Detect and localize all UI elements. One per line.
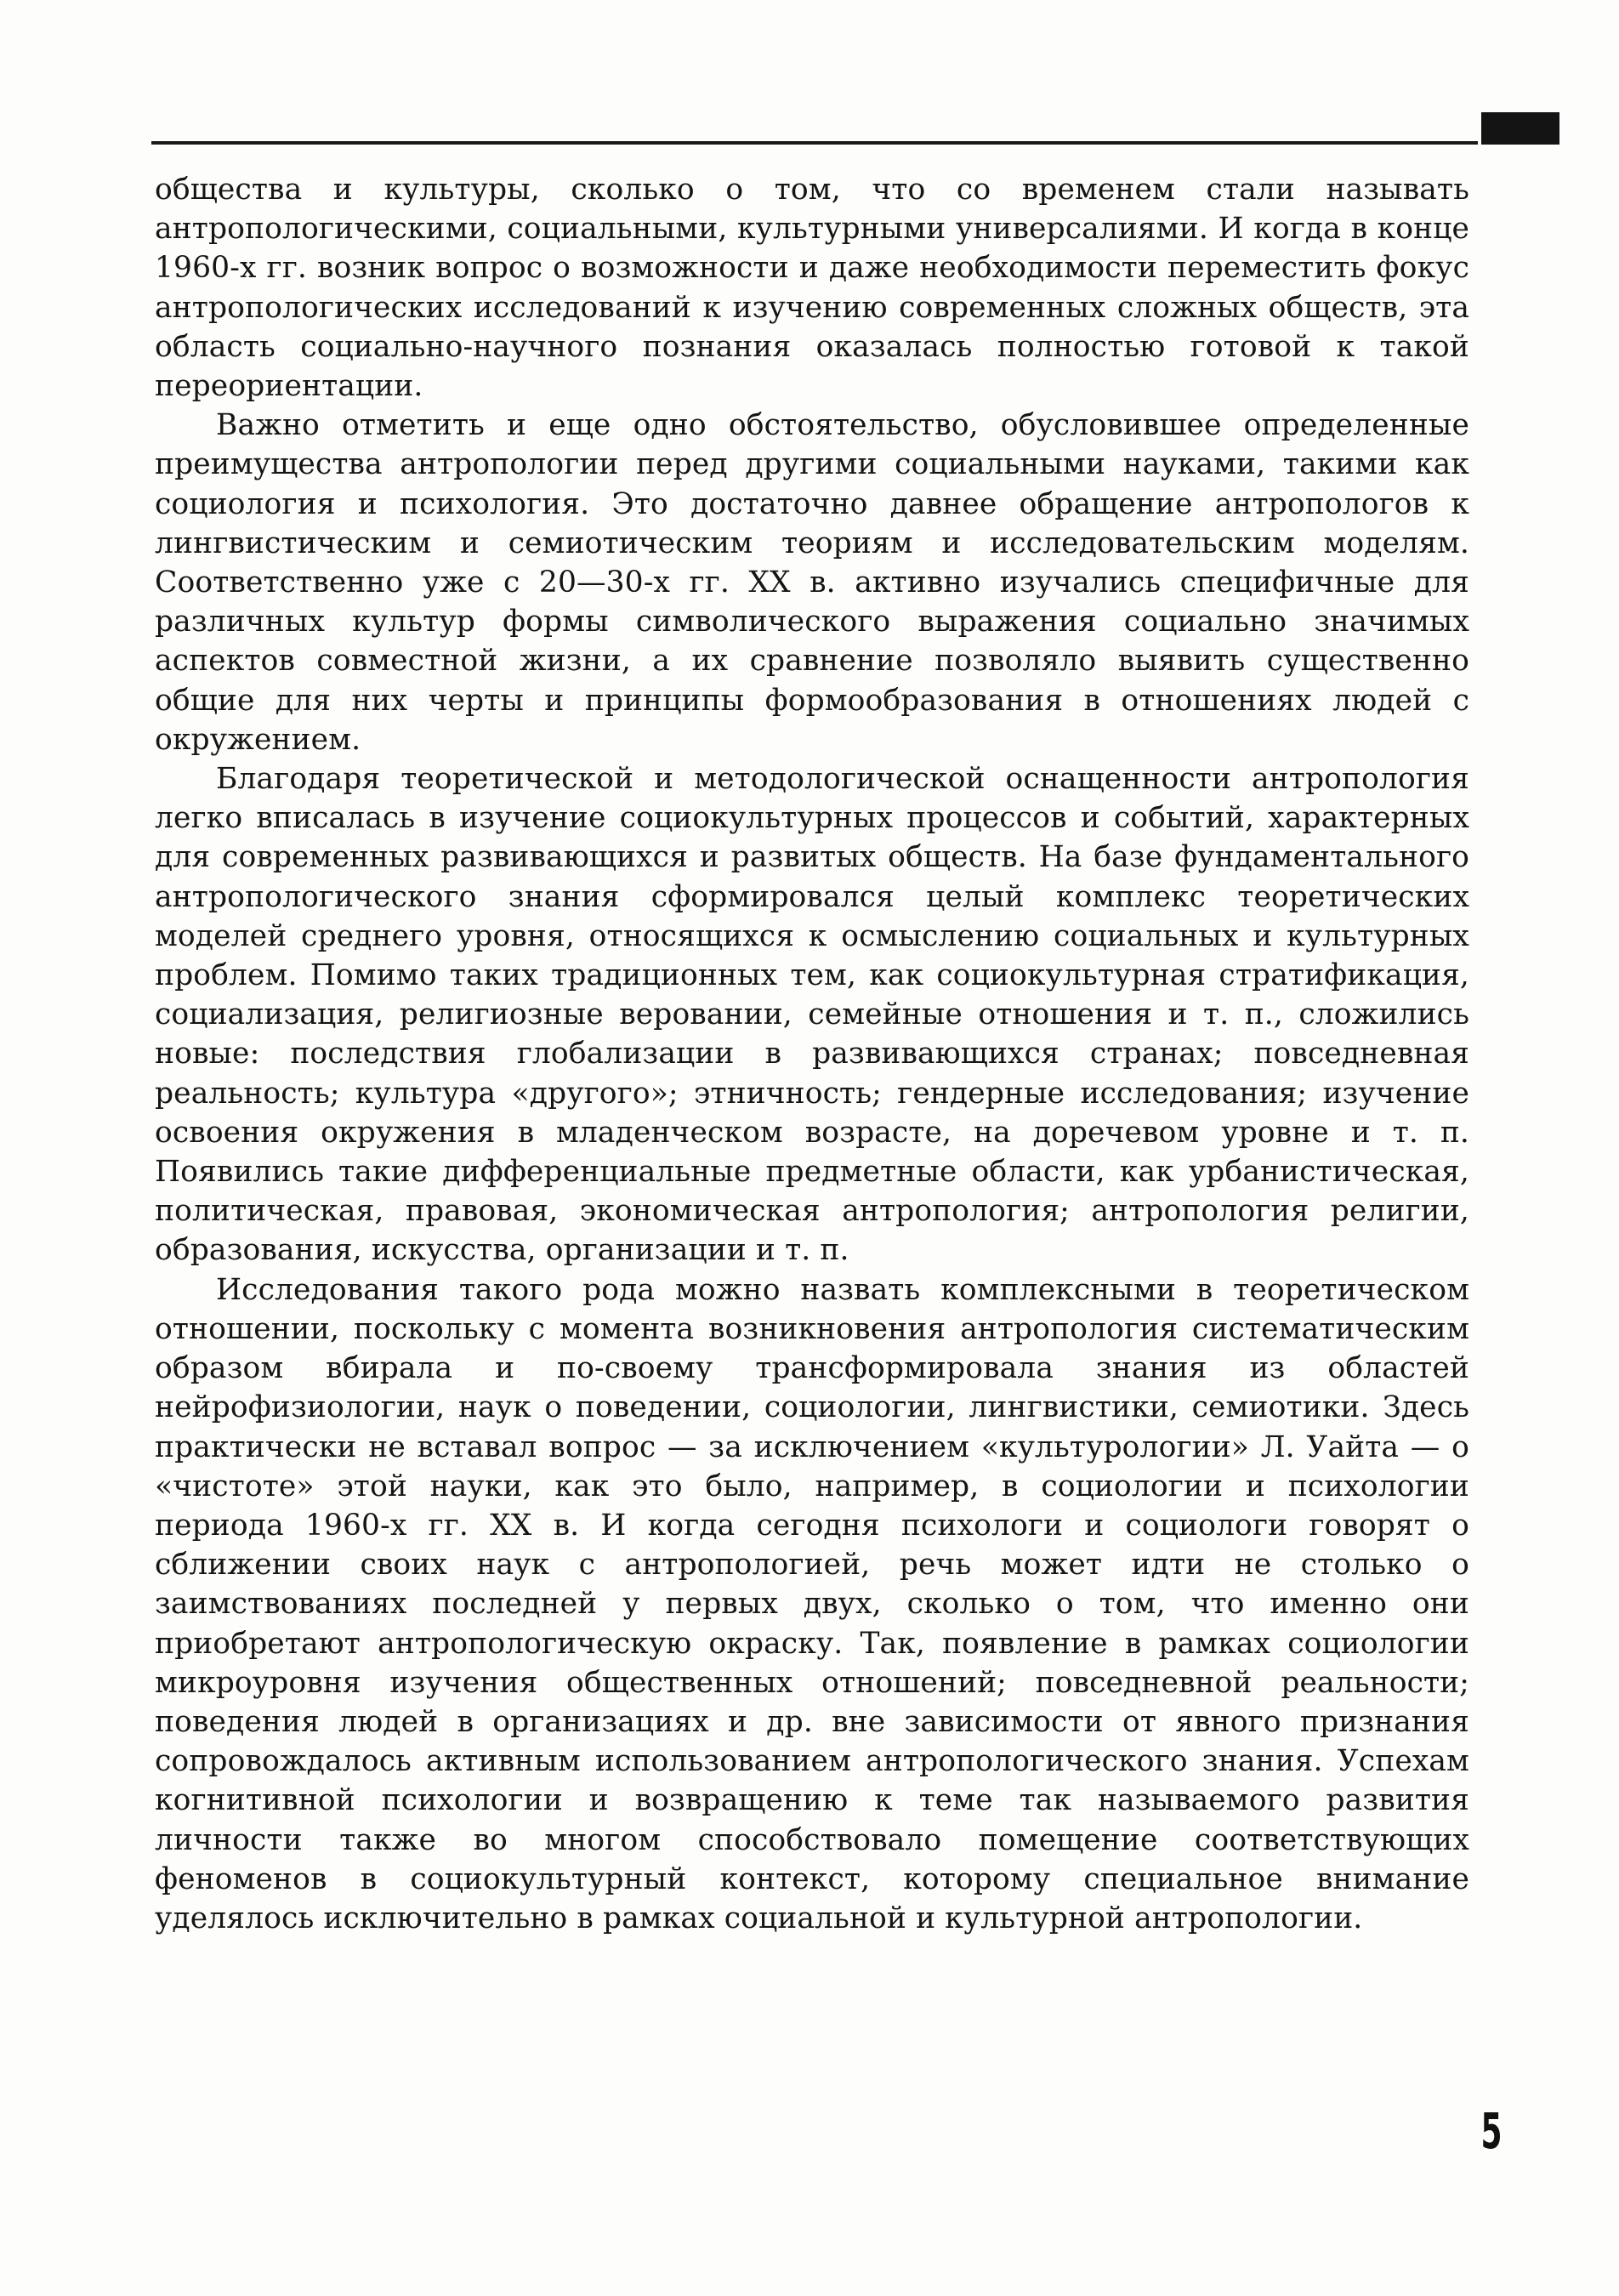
chapter-tab-marker (1481, 112, 1559, 145)
body-text (155, 170, 1469, 1938)
paragraph-3: Благодаря теоретической и методологической оснащенности антропология легко вписалась в изучение социокультурных процессов и событий, характерных для современных развивающихся и развитых обществ. На базе фундаментального антропологического знания сформировался целый комплекс теоретических моделей среднего уровня, относящихся к осмыслению социальных и культурных проблем. Помимо таких традиционных тем, как социокультурная стратификация, социализация, религиозные веровании, семейные отношения и т. п., сложились новые: последствия глобализации в развивающихся странах; повседневная реальность; культура «другого»; этничность; гендерные исследования; изучение освоения окружения в младенческом возрасте, на доречевом уровне и т. п. Появились такие дифференциальные предметные области, как урбанистическая, политическая, правовая, экономическая антропология; антропология религии, образования, искусства, организации и т. п. (155, 762, 1469, 1268)
header-rule (151, 141, 1478, 145)
paragraph-2: Важно отметить и еще одно обстоятельство, обусловившее определенные преимущества антропологии перед другими социальными науками, такими как социология и психология. Это достаточно давнее обращение антропологов к лингвистическим и семиотическим теориям и исследовательским моделям. Соответственно уже с 20—30-х гг. XX в. активно изучались специфичные для различных культур формы символического выражения социально значимых аспектов совместной жизни, а их сравнение позволяло выявить существенно общие для них черты и принципы формообразования в отношениях людей с окружением. (155, 408, 1469, 757)
paragraph-4: Исследования такого рода можно назвать комплексными в теоретическом отношении, поскольку с момента возникновения антропология систематическим образом вбирала и по-своему трансформировала знания из областей нейрофизиологии, наук о поведении, социологии, лингвистики, семиотики. Здесь практически не вставал вопрос — за исключением «культурологии» Л. Уайта — о «чистоте» этой науки, как это было, например, в социологии и психологии периода 1960-х гг. XX в. И когда сегодня психологи и социологи говорят о сближении своих наук с антропологией, речь может идти не столько о заимствованиях последней у первых двух, сколько о том, что именно они приобретают антропологическую окраску. Так, появление в рамках социологии микроуровня изучения общественных отношений; повседневной реальности; поведения людей в организациях и др. вне зависимости от явного признания сопровождалось активным использованием антропологического знания. Успехам когнитивной психологии и возвращению к теме так называемого развития личности также во многом способствовало помещение соответствующих феноменов в социокультурный контекст, которому специальное внимание уделялось исключительно в рамках социальной и культурной антропологии. (155, 1272, 1469, 1935)
page-number: 5 (1480, 2102, 1503, 2160)
paragraph-1: общества и культуры, сколько о том, что со временем стали называть антропологическими, социальными, культурными универсалиями. И когда в конце 1960-х гг. возник вопрос о возможности и даже необходимости переместить фокус антропологических исследований к изучению современных сложных обществ, эта область социально-научного познания оказалась полностью готовой к такой переориентации. (155, 173, 1469, 404)
